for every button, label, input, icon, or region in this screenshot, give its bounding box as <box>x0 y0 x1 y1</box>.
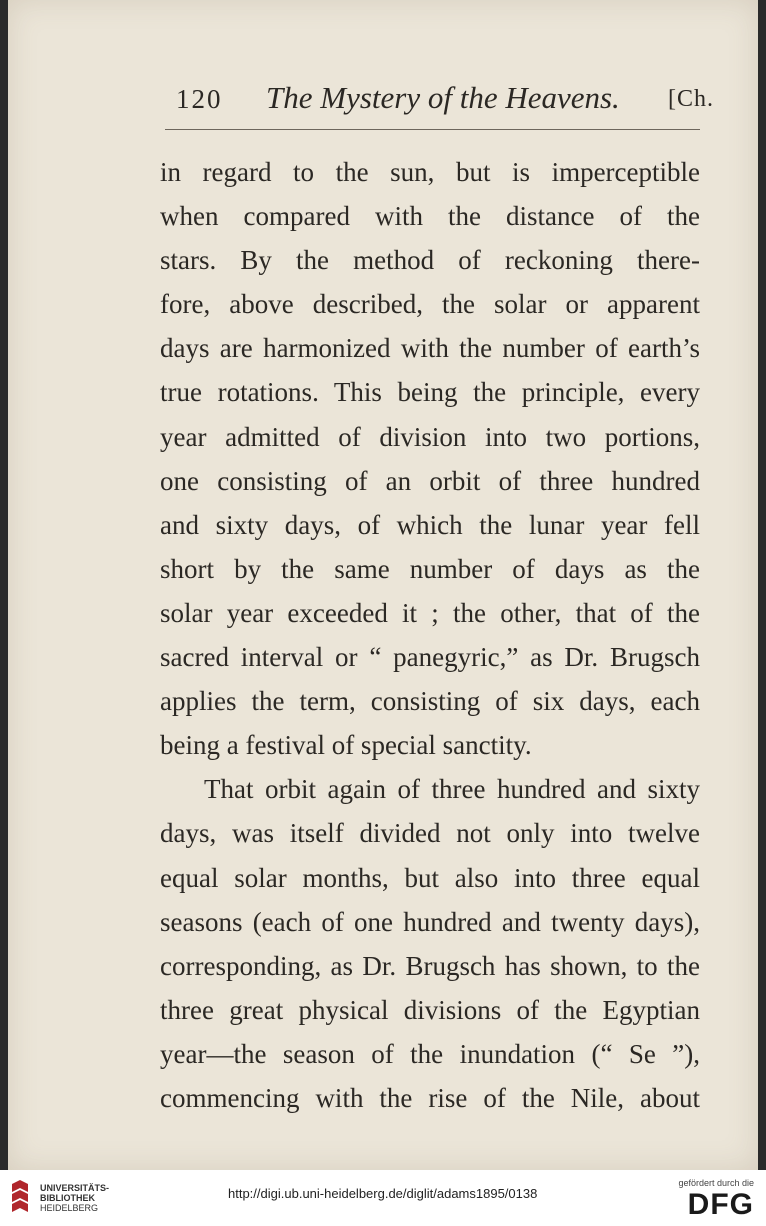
chapter-marker: [Ch. <box>668 86 714 112</box>
text-line: true rotations. This being the principle, every <box>160 377 700 408</box>
permalink-url[interactable]: http://digi.ub.uni-heidelberg.de/diglit/adams1895/0138 <box>228 1186 538 1201</box>
text-line: applies the term, consisting of six days, each <box>160 686 700 717</box>
text-line: year—the season of the inundation (“ Se ”), <box>160 1038 700 1069</box>
text-line: equal solar months, but also into three equal <box>160 862 700 893</box>
text-line: seasons (each of one hundred and twenty days), <box>160 906 700 937</box>
text-line: short by the same number of days as the <box>160 553 700 584</box>
text-line: sacred interval or “ panegyric,” as Dr. Brugsch <box>160 642 700 673</box>
text-line: corresponding, as Dr. Brugsch has shown, to the <box>160 950 700 981</box>
text-line: three great physical divisions of the Egyptian <box>160 994 700 1025</box>
text-line: That orbit again of three hundred and sixty <box>204 774 700 805</box>
text-line: days are harmonized with the number of earth’s <box>160 333 700 364</box>
text-line: one consisting of an orbit of three hundred <box>160 465 700 496</box>
text-line: being a festival of special sanctity. <box>160 730 532 761</box>
running-header <box>168 80 718 120</box>
running-title: The Mystery of the Heavens. <box>266 80 620 115</box>
text-line: and sixty days, of which the lunar year fell <box>160 509 700 540</box>
body-text <box>160 150 700 1120</box>
library-name: UNIVERSITÄTS- BIBLIOTHEK HEIDELBERG <box>40 1183 110 1213</box>
text-line: when compared with the distance of the <box>160 201 700 232</box>
university-library-logo-icon <box>8 1180 32 1216</box>
text-line: solar year exceeded it ; the other, that of the <box>160 597 700 628</box>
text-line: fore, above described, the solar or apparent <box>160 289 700 320</box>
page-number: 120 <box>176 84 223 114</box>
viewer-footer <box>0 1170 766 1226</box>
text-line: days, was itself divided not only into twelve <box>160 818 700 849</box>
text-line: stars. By the method of reckoning there- <box>160 245 700 276</box>
text-line: commencing with the rise of the Nile, about <box>160 1082 700 1113</box>
text-line: year admitted of division into two portions, <box>160 421 700 452</box>
text-line: in regard to the sun, but is imperceptible <box>160 157 700 187</box>
funded-by-caption: gefördert durch die <box>678 1178 754 1188</box>
header-rule <box>165 129 700 130</box>
dfg-logo: DFG <box>687 1188 754 1221</box>
